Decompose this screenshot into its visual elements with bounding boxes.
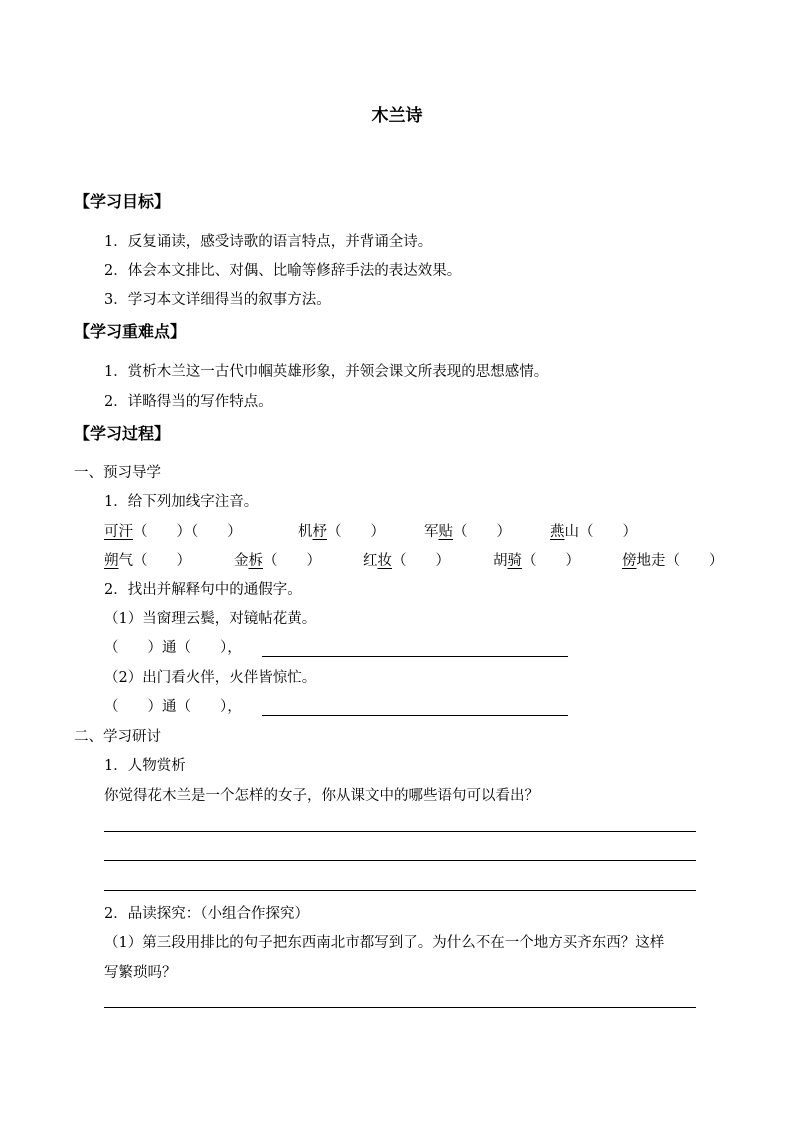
pinyin-item: 红妆（ ） [363,553,450,569]
pinyin-item: 机杼（ ） [298,524,385,540]
pinyin-item: 军贴（ ） [424,524,511,540]
page-title: 木兰诗 [371,106,423,126]
answer-line[interactable] [104,890,696,891]
fill-blank: （ ）通（ ）， [104,640,242,656]
pinyin-item: 朔气（ ） [104,553,191,569]
objective-item: 3．学习本文详细得当的叙事方法。 [104,292,331,308]
question-text: 你觉得花木兰是一个怎样的女子，你从课文中的哪些语句可以看出？ [104,788,539,804]
sentence: （2）出门看火伴，火伴皆惊忙。 [104,670,317,686]
answer-line[interactable] [104,1007,696,1008]
process-heading: 【学习过程】 [74,424,171,443]
pinyin-item: 燕山（ ） [550,524,637,540]
pinyin-item: 金柝（ ） [234,553,321,569]
question-prompt: 1．给下列加线字注音。 [104,494,259,510]
pinyin-item: 傍地走（ ） [622,553,724,569]
pinyin-item: 胡骑（ ） [493,553,580,569]
question-text: 写繁琐吗？ [104,965,177,981]
pinyin-item: 可汗（ ）（ ） [104,524,242,540]
answer-line[interactable] [262,656,568,657]
section-title: 二、学习研讨 [74,729,161,745]
sentence: （1）当窗理云鬓，对镜帖花黄。 [104,611,317,627]
question-text: （1）第三段用排比的句子把东西南北市都写到了。为什么不在一个地方买齐东西？这样 [104,935,665,951]
question-prompt: 2．品读探究：（小组合作探究） [104,906,309,922]
section-title: 一、预习导学 [74,465,161,481]
key-points-heading: 【学习重难点】 [74,322,187,341]
objective-item: 1．反复诵读，感受诗歌的语言特点，并背诵全诗。 [104,234,433,250]
question-prompt: 1．人物赏析 [104,758,186,774]
question-prompt: 2．找出并解释句中的通假字。 [104,582,302,598]
key-point-item: 1．赏析木兰这一古代巾帼英雄形象，并领会课文所表现的思想感情。 [104,364,549,380]
objectives-heading: 【学习目标】 [74,192,171,211]
key-point-item: 2．详略得当的写作特点。 [104,394,273,410]
answer-line[interactable] [104,831,696,832]
objective-item: 2．体会本文排比、对偶、比喻等修辞手法的表达效果。 [104,263,462,279]
fill-blank: （ ）通（ ）， [104,699,242,715]
answer-line[interactable] [262,715,568,716]
answer-line[interactable] [104,860,696,861]
